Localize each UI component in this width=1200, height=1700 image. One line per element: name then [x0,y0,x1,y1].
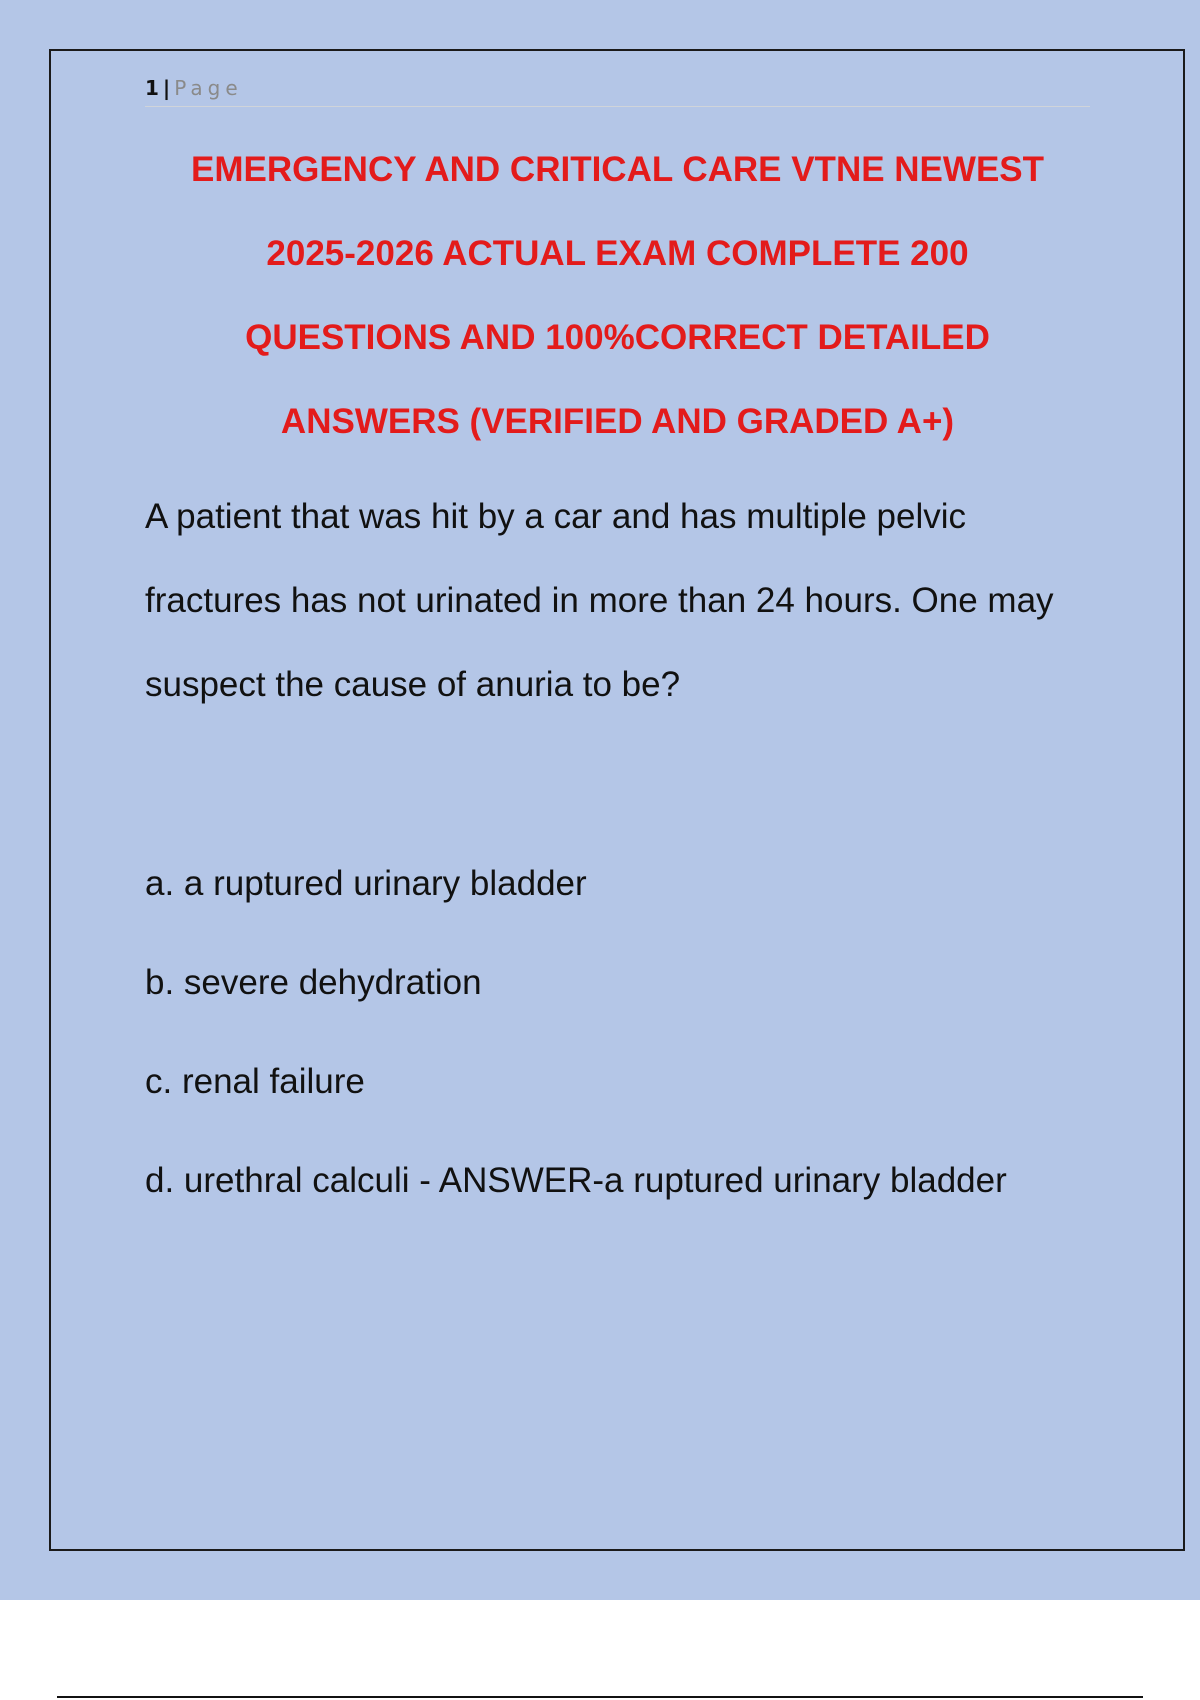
question-line: suspect the cause of anuria to be? [145,665,681,704]
question-line: A patient that was hit by a car and has multiple pelvic [145,497,967,536]
page-header [145,74,1090,107]
title-line: EMERGENCY AND CRITICAL CARE VTNE NEWEST [190,150,1045,189]
option-d-with-answer: d. urethral calculi - ANSWER-a ruptured urinary bladder [145,1161,1007,1200]
title-line: QUESTIONS AND 100%CORRECT DETAILED [245,318,990,357]
question-text [145,475,1090,727]
title-line: 2025-2026 ACTUAL EXAM COMPLETE 200 [266,234,969,273]
footer-divider [57,1696,1143,1698]
option-a: a. a ruptured urinary bladder [145,864,587,903]
question-line: fractures has not urinated in more than 24 hours. One may [145,581,1054,620]
option-b: b. severe dehydration [145,963,482,1002]
document-title [145,128,1090,464]
page-label: Page [174,76,243,100]
page-separator: | [162,76,171,100]
page-number: 1 [145,76,159,100]
answer-options [145,856,1090,1252]
title-line: ANSWERS (VERIFIED AND GRADED A+) [280,402,955,441]
option-c: c. renal failure [145,1062,365,1101]
